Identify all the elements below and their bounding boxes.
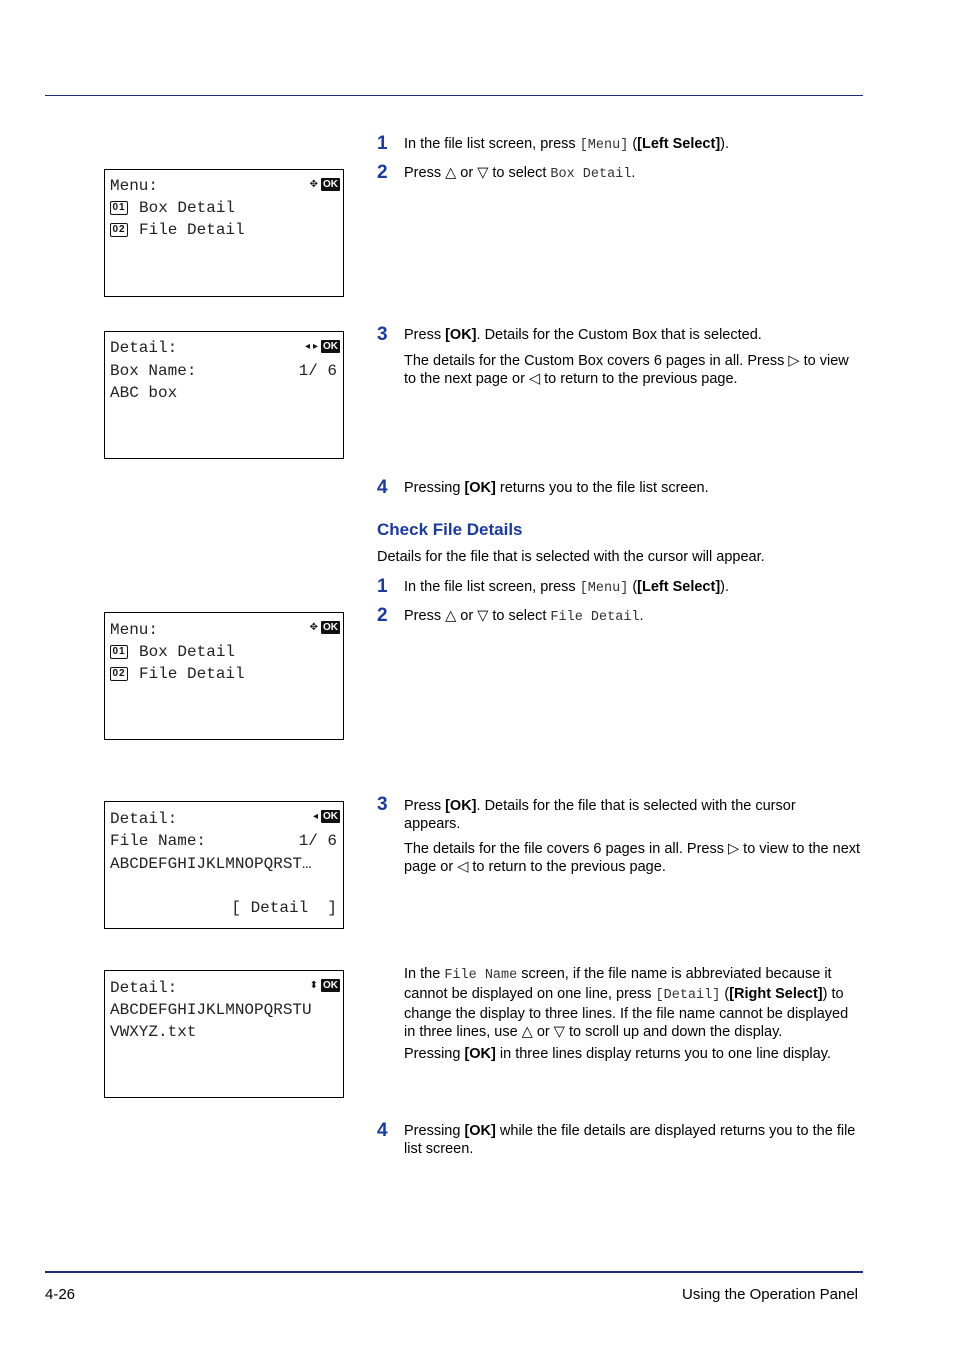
detail-softkey: [ Detail ] (231, 899, 337, 917)
step-note: The details for the file covers 6 pages in all. Press ▷ to view to the next page or ◁ to return to the previous page. (404, 841, 861, 875)
lcd-menu-item-file-detail (110, 219, 337, 241)
lcd-menu-item-box-detail (110, 197, 337, 219)
left-arrow-icon: ◂ (304, 340, 310, 352)
page-number: 4-26 (45, 1286, 76, 1303)
step-text: Press [OK]. Details for the Custom Box that is selected. (404, 327, 762, 343)
lcd-title: Menu: (110, 177, 159, 195)
lcd-value: ABC box (110, 384, 178, 402)
step-text: Press △ or ▽ to select Box Detail. (404, 165, 636, 182)
section-intro: Details for the file that is selected with the cursor will appear. (377, 549, 765, 565)
section-heading: Check File Details (377, 520, 523, 539)
lcd-item-label: Box Detail (139, 199, 236, 217)
header-rule (45, 95, 863, 96)
ok-icon: OK (323, 622, 338, 633)
lcd-panel-file-name-expanded (104, 970, 344, 1098)
lcd-page-indicator: 1/ 6 (298, 832, 337, 850)
lcd-detail-row (110, 897, 337, 919)
step-text: Pressing [OK] returns you to the file list screen. (404, 480, 709, 496)
lcd-title: Detail: (110, 810, 178, 828)
lcd-item-label: File Detail (139, 221, 245, 239)
step-number: 4 (377, 1120, 388, 1141)
lcd-file-name-line1: ABCDEFGHIJKLMNOPQRSTU (110, 1001, 312, 1019)
step-number: 2 (377, 605, 388, 626)
step-note: The details for the Custom Box covers 6 pages in all. Press ▷ to view to the next page or ◁ to return to the previous page. (404, 353, 849, 387)
lcd-value: ABCDEFGHIJKLMNOPQRST… (110, 855, 312, 873)
number-02-icon: 02 (110, 223, 128, 237)
ok-icon: OK (323, 980, 338, 991)
lcd-panel-file-detail (104, 801, 344, 929)
right-arrow-icon: ▸ (312, 340, 318, 352)
step-text: Press [OK]. Details for the file that is selected with the cursor appears. (404, 798, 796, 832)
step-text: In the file list screen, press [Menu] ([Left Select]). (404, 136, 730, 153)
step-number: 3 (377, 794, 388, 815)
step-number: 3 (377, 324, 388, 345)
lcd-item-label: Box Detail (139, 643, 236, 661)
number-01-icon: 01 (110, 645, 128, 659)
ok-icon: OK (323, 811, 338, 822)
lcd-item-label: File Detail (139, 665, 245, 683)
ok-icon: OK (323, 341, 338, 352)
lcd-panel-box-detail (104, 331, 344, 459)
left-arrow-icon: ◂ (312, 810, 318, 822)
step-note-return: Pressing [OK] in three lines display returns you to one line display. (404, 1046, 831, 1062)
step-text: Pressing [OK] while the file details are displayed returns you to the file list screen. (404, 1123, 856, 1157)
lcd-title: Detail: (110, 339, 178, 357)
lcd-panel-menu-file (104, 612, 344, 740)
lcd-panel-menu-box (104, 169, 344, 297)
lcd-label: Box Name: (110, 362, 197, 380)
step-number: 4 (377, 477, 388, 498)
up-down-arrow-icon: ⬍ (309, 979, 318, 991)
step-number: 1 (377, 576, 388, 597)
chapter-title: Using the Operation Panel (682, 1286, 858, 1303)
lcd-title: Menu: (110, 621, 159, 639)
lcd-file-name-row (110, 830, 337, 852)
four-way-arrow-icon: ✥ (309, 178, 318, 190)
lcd-file-name-line2: VWXYZ.txt (110, 1023, 197, 1041)
lcd-title: Detail: (110, 979, 178, 997)
number-02-icon: 02 (110, 667, 128, 681)
lcd-menu-item-box-detail (110, 641, 337, 663)
footer-rule (45, 1271, 863, 1273)
lcd-label: File Name: (110, 832, 207, 850)
lcd-menu-item-file-detail (110, 663, 337, 685)
four-way-arrow-icon: ✥ (309, 621, 318, 633)
lcd-page-indicator: 1/ 6 (298, 362, 337, 380)
number-01-icon: 01 (110, 201, 128, 215)
step-number: 2 (377, 162, 388, 183)
lcd-box-name-row (110, 360, 337, 382)
ok-icon: OK (323, 179, 338, 190)
step-number: 1 (377, 133, 388, 154)
step-note-three-line: In the File Name screen, if the file name is abbreviated because it cannot be displayed on one line, press [Detail] ([Right Select]) to change the display to three lines. If the file name cannot be displayed in three lines, use △ or ▽ to scroll up and down the display. (404, 966, 849, 1040)
step-text: Press △ or ▽ to select File Detail. (404, 608, 644, 625)
step-text: In the file list screen, press [Menu] ([Left Select]). (404, 579, 730, 596)
